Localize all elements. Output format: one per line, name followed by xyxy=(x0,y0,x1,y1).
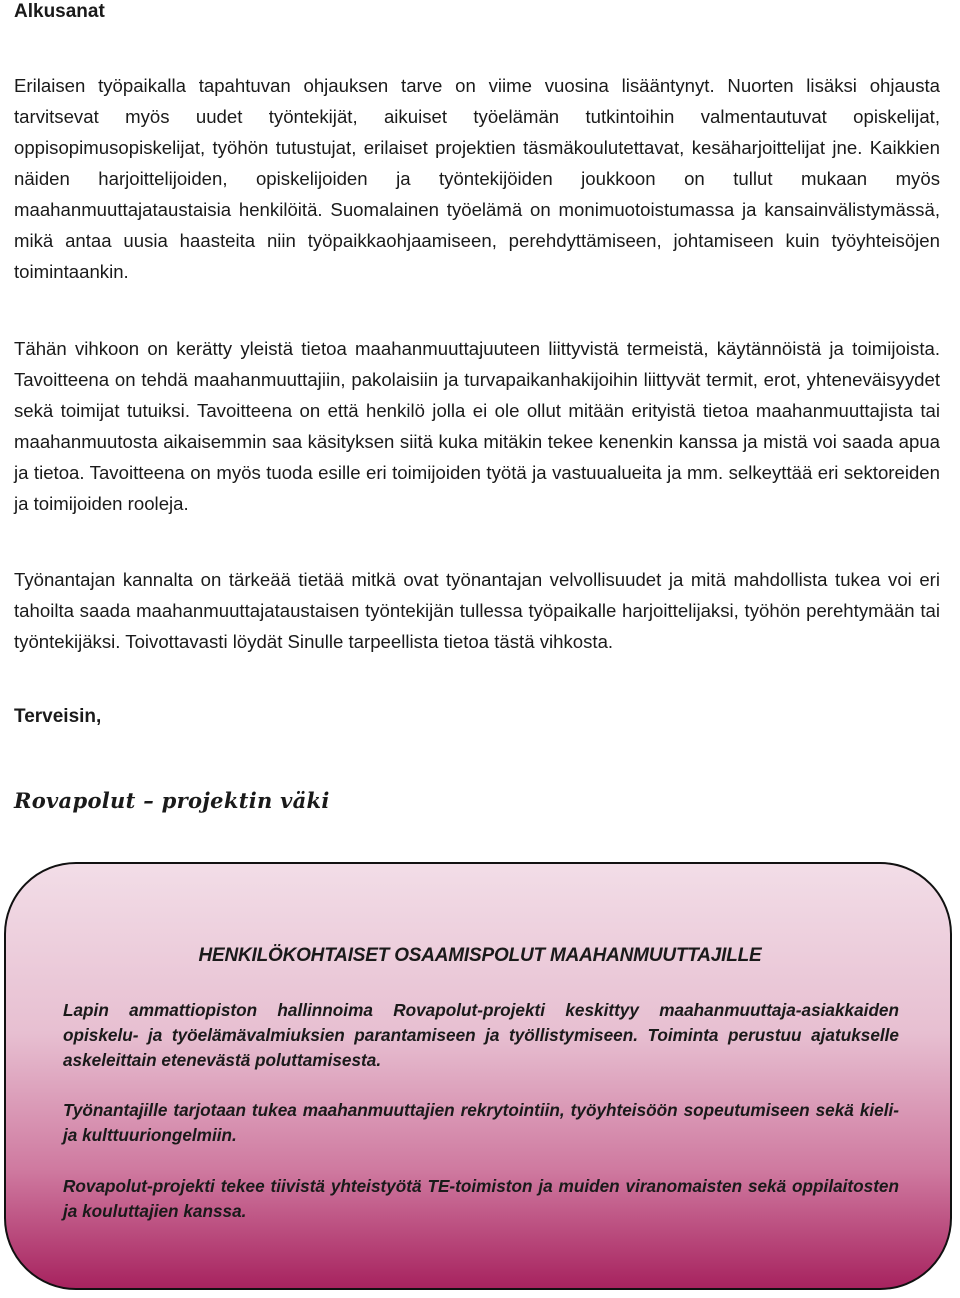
info-box-paragraph-3: Rovapolut-projekti tekee tiivistä yhteistyötä TE-toimiston ja muiden viranomaisten sekä oppilaitosten ja kouluttajien kanssa. xyxy=(63,1176,899,1221)
page-heading: Alkusanat xyxy=(14,1,105,22)
project-info-box xyxy=(4,862,952,1290)
intro-paragraph-1: Erilaisen työpaikalla tapahtuvan ohjauksen tarve on viime vuosina lisääntynyt. Nuorten lisäksi ohjausta tarvitsevat myös uudet työntekijät, aikuiset työelämän tutkintoihin valmentautuvat opiskelijat, oppisopimusopiskelijat, työhön tutustujat, erilaiset projektien täsmäkoulutettavat, kesäharjoittelijat jne. Kaikkien näiden harjoittelijoiden, opiskelijoiden ja työntekijöiden joukkoon on tullut mukaan myös maahanmuuttajataustaisia henkilöitä. Suomalainen työelämä on monimuotoistumassa ja kansainvälistymässä, mikä antaa uusia haasteita niin työpaikkaohjaamiseen, perehdyttämiseen, johtamiseen kuin työyhteisöjen toimintaankin. xyxy=(14,75,940,282)
info-box-title: HENKILÖKOHTAISET OSAAMISPOLUT MAAHANMUUTTAJILLE xyxy=(198,945,762,966)
intro-paragraph-3: Työnantajan kannalta on tärkeää tietää mitkä ovat työnantajan velvollisuudet ja mitä mahdollista tukea voi eri tahoilta saada maahanmuuttajataustaisen työntekijän tullessa työpaikalle harjoittelijaksi, työhön perehtymään tai työntekijäksi. Toivottavasti löydät Sinulle tarpeellista tietoa tästä vihkosta. xyxy=(14,569,940,652)
info-box-paragraph-1: Lapin ammattiopiston hallinnoima Rovapolut-projekti keskittyy maahanmuuttaja-asiakkaiden opiskelu- ja työelämävalmiuksien parantamiseen ja työllistymiseen. Toiminta perustuu ajatukselle askeleittain etenevästä poluttamisesta. xyxy=(63,1000,899,1070)
intro-paragraph-2: Tähän vihkoon on kerätty yleistä tietoa maahanmuuttajuuteen liittyvistä termeistä, käytännöistä ja toimijoista. Tavoitteena on tehdä maahanmuuttajiin, pakolaisiin ja turvapaikanhakijoihin liittyvät termit, erot, yhteneväisyydet sekä toimijat tutuiksi. Tavoitteena on että henkilö jolla ei ole ollut mitään erityistä tietoa maahanmuuttajista tai maahanmuutosta aikaisemmin saa käsityksen siitä kuka mitäkin tekee kenenkin kanssa ja mistä voi saada apua ja tietoa. Tavoitteena on myös tuoda esille eri toimijoiden työtä ja vastuualueita ja mm. selkeyttää eri sektoreiden ja toimijoiden rooleja. xyxy=(14,338,940,514)
greeting: Terveisin, xyxy=(14,706,102,727)
info-box-paragraph-2: Työnantajille tarjotaan tukea maahanmuuttajien rekrytointiin, työyhteisöön sopeutumiseen sekä kieli- ja kulttuuriongelmiin. xyxy=(63,1100,899,1145)
signature: Rovapolut – projektin väki xyxy=(14,788,330,813)
